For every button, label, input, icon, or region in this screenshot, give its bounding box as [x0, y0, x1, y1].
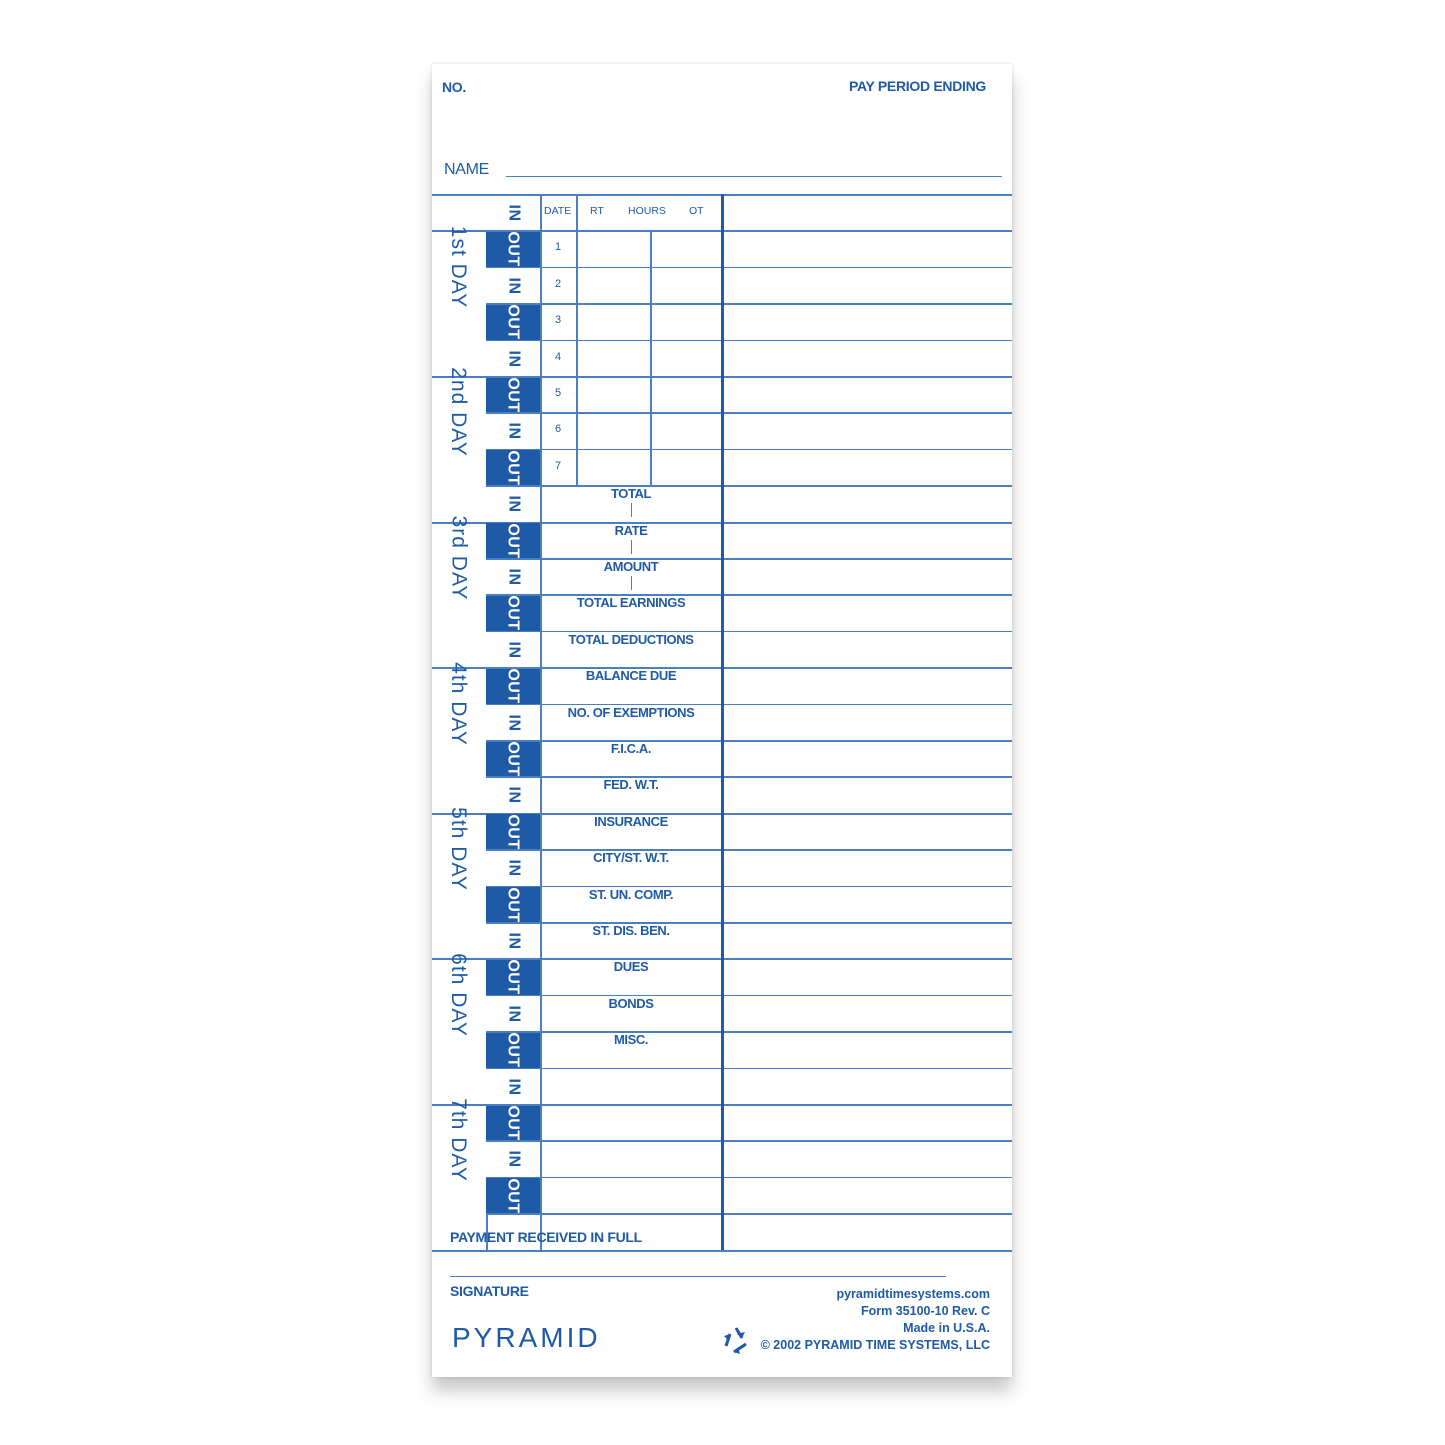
punch-in-cell[interactable] — [486, 1142, 540, 1177]
deduction-label: NO. OF EXEMPTIONS — [567, 704, 695, 720]
punch-out-cell[interactable] — [486, 742, 540, 777]
day-label — [432, 194, 484, 340]
deduction-label: CITY/ST. W.T. — [593, 850, 669, 866]
in-label: IN — [505, 714, 522, 732]
deduction-label: F.I.C.A. — [610, 741, 652, 756]
deduction-label: BONDS — [608, 995, 654, 1011]
rt-header: RT — [590, 205, 604, 217]
day-label-text: 1st DAY — [447, 225, 470, 309]
row-line — [486, 449, 1012, 451]
punch-out-cell[interactable] — [486, 1033, 540, 1068]
connector-line — [631, 576, 632, 590]
deduction-label: ST. UN. COMP. — [588, 886, 674, 902]
punch-out-cell[interactable] — [486, 378, 540, 413]
row-line — [486, 340, 1012, 342]
deduction-label: AMOUNT — [603, 559, 659, 574]
punch-out-cell[interactable] — [486, 523, 540, 558]
in-label: IN — [505, 568, 522, 586]
punch-in-cell[interactable] — [486, 851, 540, 886]
in-label: IN — [505, 786, 522, 804]
punch-out-cell[interactable] — [486, 450, 540, 485]
signature-line[interactable] — [450, 1276, 946, 1277]
out-label: OUT — [505, 304, 522, 340]
in-label: IN — [505, 204, 522, 222]
day-label — [432, 485, 484, 631]
out-label: OUT — [505, 886, 522, 923]
punch-in-cell[interactable] — [486, 268, 540, 303]
form-number: Form 35100-10 Rev. C — [861, 1304, 990, 1318]
punch-in-cell[interactable] — [486, 632, 540, 667]
deduction-label: FED. W.T. — [603, 777, 659, 793]
deduction-label: TOTAL EARNINGS — [576, 595, 686, 611]
out-label: OUT — [505, 959, 522, 995]
in-label: IN — [505, 422, 522, 440]
punch-in-cell[interactable] — [486, 996, 540, 1031]
hours-panel-divider — [721, 194, 724, 1250]
out-label: OUT — [505, 741, 522, 777]
hours-header: HOURS — [628, 205, 666, 217]
ot-header: OT — [689, 205, 704, 217]
rt-column-divider — [650, 230, 652, 485]
line-number: 2 — [554, 277, 562, 290]
brand-wordmark: PYRAMID — [452, 1322, 601, 1353]
website-text: pyramidtimesystems.com — [836, 1287, 990, 1301]
punch-in-cell[interactable] — [486, 560, 540, 595]
line-number: 5 — [554, 387, 562, 399]
deduction-label: MISC. — [613, 1032, 649, 1048]
time-card — [432, 64, 1012, 1377]
out-label: OUT — [505, 668, 522, 704]
day-label-text: 4th DAY — [447, 661, 470, 746]
connector-line — [631, 503, 632, 517]
punch-in-cell[interactable] — [486, 1069, 540, 1104]
deduction-label: ST. DIS. BEN. — [592, 923, 670, 938]
row-line — [486, 267, 1012, 269]
punch-grid — [432, 194, 1012, 1214]
row-line — [486, 1213, 1012, 1215]
in-label: IN — [505, 350, 522, 368]
deduction-label: RATE — [614, 522, 648, 538]
line-number: 6 — [554, 423, 562, 436]
row-line — [486, 1068, 1012, 1070]
day-separator-line — [432, 1250, 1012, 1252]
out-label: OUT — [505, 377, 522, 413]
in-label: IN — [505, 1005, 522, 1023]
name-line[interactable] — [506, 176, 1002, 177]
punch-out-cell[interactable] — [486, 232, 540, 267]
punch-out-cell[interactable] — [486, 960, 540, 995]
connector-line — [631, 540, 632, 554]
recycle-icon — [720, 1324, 752, 1361]
punch-out-cell[interactable] — [486, 305, 540, 340]
punch-in-cell[interactable] — [486, 341, 540, 376]
copyright-text: © 2002 PYRAMID TIME SYSTEMS, LLC — [760, 1338, 990, 1352]
punch-out-cell[interactable] — [486, 1178, 540, 1213]
in-label: IN — [505, 932, 522, 950]
punch-out-cell[interactable] — [486, 596, 540, 631]
punch-in-cell[interactable] — [486, 778, 540, 813]
punch-out-cell[interactable] — [486, 669, 540, 704]
punch-in-cell[interactable] — [486, 705, 540, 740]
row-line — [486, 412, 1012, 414]
in-label: IN — [505, 1078, 522, 1096]
day-label — [432, 922, 484, 1068]
deduction-label: TOTAL — [610, 486, 652, 502]
payment-received-label: PAYMENT RECEIVED IN FULL — [450, 1229, 642, 1245]
line-number: 1 — [554, 241, 562, 254]
in-label: IN — [505, 641, 522, 659]
no-label: NO. — [442, 79, 466, 95]
out-label: OUT — [505, 1178, 522, 1214]
punch-out-cell[interactable] — [486, 814, 540, 849]
row-line — [486, 1140, 1012, 1142]
row-line — [486, 303, 1012, 305]
deduction-label: BALANCE DUE — [585, 668, 677, 684]
day-label — [432, 631, 484, 777]
day-label-text: 2nd DAY — [447, 367, 470, 458]
day-label-text: 5th DAY — [447, 807, 470, 892]
out-label: OUT — [505, 814, 522, 850]
line-number: 4 — [554, 350, 562, 363]
day-label — [432, 340, 484, 486]
name-label: NAME — [444, 161, 490, 178]
date-header: DATE — [544, 205, 572, 217]
in-label: IN — [505, 277, 522, 295]
pay-period-ending-label: PAY PERIOD ENDING — [848, 78, 986, 94]
day-label — [432, 776, 484, 922]
out-label: OUT — [505, 1032, 522, 1068]
in-label: IN — [505, 859, 522, 877]
date-column-divider — [576, 194, 578, 485]
punch-out-cell[interactable] — [486, 887, 540, 922]
day-label-text: 7th DAY — [447, 1098, 470, 1183]
punch-in-cell[interactable] — [486, 414, 540, 449]
punch-in-cell[interactable] — [486, 924, 540, 959]
day-label-text: 3rd DAY — [447, 515, 470, 601]
punch-in-cell[interactable] — [486, 487, 540, 522]
out-label: OUT — [505, 595, 522, 631]
day-label — [432, 1068, 484, 1214]
line-number: 7 — [554, 459, 562, 472]
out-label: OUT — [505, 1105, 522, 1141]
punch-in-cell[interactable] — [486, 196, 540, 231]
punch-out-cell[interactable] — [486, 1106, 540, 1141]
in-label: IN — [505, 495, 522, 513]
in-label: IN — [505, 1150, 522, 1168]
out-label: OUT — [505, 522, 522, 559]
out-label: OUT — [505, 450, 522, 486]
pyramid-logo — [452, 1322, 601, 1356]
row-line — [486, 1177, 1012, 1179]
out-label: OUT — [505, 231, 522, 267]
line-number: 3 — [554, 314, 562, 327]
day-label-text: 6th DAY — [447, 952, 470, 1037]
deduction-label: TOTAL DEDUCTIONS — [568, 631, 694, 647]
deduction-label: INSURANCE — [594, 813, 668, 829]
row-line — [722, 230, 1012, 232]
made-in-text: Made in U.S.A. — [903, 1321, 990, 1335]
signature-label: SIGNATURE — [450, 1283, 529, 1299]
deduction-label: DUES — [613, 959, 649, 975]
